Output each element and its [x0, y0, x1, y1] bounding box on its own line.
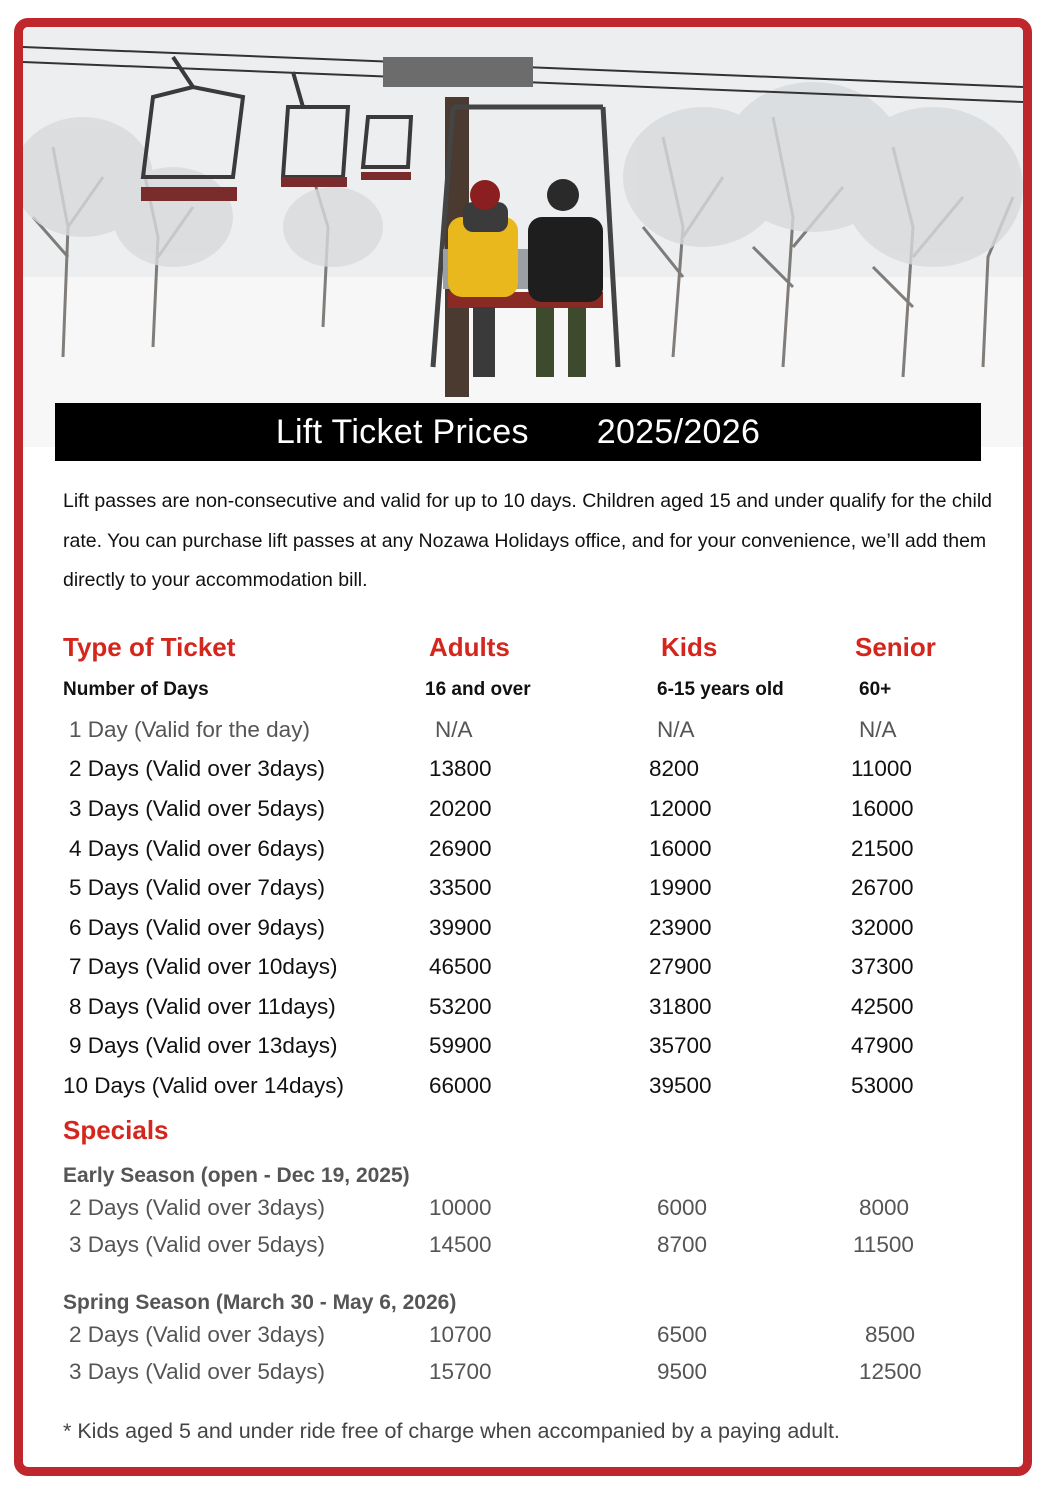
ski-lift-photo — [23, 27, 1023, 447]
special-row — [63, 1322, 1013, 1354]
row-kid-price: 8700 — [657, 1232, 708, 1257]
row-senior-price: 16000 — [851, 796, 914, 821]
row-type: 5 Days (Valid over 7days) — [69, 875, 325, 900]
row-senior-price: 53000 — [851, 1073, 914, 1098]
row-adult-price: 14500 — [429, 1232, 492, 1257]
header-type: Type of Ticket — [63, 632, 236, 662]
row-adult-price: 20200 — [429, 796, 492, 821]
row-senior-price: N/A — [859, 717, 897, 742]
table-row — [63, 836, 1013, 868]
subheader-days: Number of Days — [63, 679, 209, 700]
special-row — [63, 1359, 1013, 1391]
table-row — [63, 796, 1013, 828]
row-adult-price: 46500 — [429, 954, 492, 979]
table-row — [63, 717, 1013, 749]
row-kid-price: 31800 — [649, 994, 712, 1019]
row-type: 2 Days (Valid over 3days) — [69, 1322, 325, 1347]
row-type: 9 Days (Valid over 13days) — [69, 1033, 338, 1058]
row-type: 10 Days (Valid over 14days) — [63, 1073, 344, 1098]
row-senior-price: 47900 — [851, 1033, 914, 1058]
header-adults: Adults — [429, 632, 510, 662]
row-kid-price: 9500 — [657, 1359, 708, 1384]
subheader-adults: 16 and over — [425, 679, 531, 700]
row-kid-price: 16000 — [649, 836, 712, 861]
table-row — [63, 915, 1013, 947]
row-senior-price: 21500 — [851, 836, 914, 861]
row-type: 7 Days (Valid over 10days) — [69, 954, 338, 979]
row-kid-price: 35700 — [649, 1033, 712, 1058]
row-kid-price: 23900 — [649, 915, 712, 940]
row-type: 2 Days (Valid over 3days) — [69, 756, 325, 781]
subheader-senior: 60+ — [859, 679, 892, 700]
row-type: 6 Days (Valid over 9days) — [69, 915, 325, 940]
row-senior-price: 26700 — [851, 875, 914, 900]
row-kid-price: N/A — [657, 717, 695, 742]
row-senior-price: 8500 — [865, 1322, 916, 1347]
row-adult-price: 39900 — [429, 915, 492, 940]
row-adult-price: 66000 — [429, 1073, 492, 1098]
row-senior-price: 32000 — [851, 915, 914, 940]
table-row — [63, 954, 1013, 986]
row-kid-price: 12000 — [649, 796, 712, 821]
row-senior-price: 11500 — [853, 1232, 914, 1257]
row-type: 3 Days (Valid over 5days) — [69, 1359, 325, 1384]
row-kid-price: 39500 — [649, 1073, 712, 1098]
row-senior-price: 42500 — [851, 994, 914, 1019]
page-frame — [14, 18, 1032, 1476]
row-senior-price: 11000 — [851, 756, 912, 781]
special-row — [63, 1232, 1013, 1264]
row-type: 1 Day (Valid for the day) — [69, 717, 310, 742]
specials-title: Specials — [63, 1115, 169, 1145]
row-type: 2 Days (Valid over 3days) — [69, 1195, 325, 1220]
table-row — [63, 875, 1013, 907]
row-kid-price: 8200 — [649, 756, 700, 781]
footnote: * Kids aged 5 and under ride free of charge when accompanied by a paying adult. — [63, 1419, 840, 1443]
subheader-kids: 6-15 years old — [657, 679, 784, 700]
table-row — [63, 1033, 1013, 1065]
spring-season-title: Spring Season (March 30 - May 6, 2026) — [63, 1291, 457, 1314]
row-kid-price: 6000 — [657, 1195, 708, 1220]
special-row — [63, 1195, 1013, 1227]
row-senior-price: 12500 — [859, 1359, 922, 1384]
early-season-title: Early Season (open - Dec 19, 2025) — [63, 1164, 410, 1187]
row-adult-price: 15700 — [429, 1359, 492, 1384]
row-type: 3 Days (Valid over 5days) — [69, 1232, 325, 1257]
table-header — [63, 632, 1013, 664]
row-adult-price: 13800 — [429, 756, 492, 781]
row-kid-price: 6500 — [657, 1322, 708, 1347]
table-row — [63, 756, 1013, 788]
row-senior-price: 37300 — [851, 954, 914, 979]
banner-title: Lift Ticket Prices — [275, 412, 529, 451]
row-adult-price: 10000 — [429, 1195, 492, 1220]
row-adult-price: 33500 — [429, 875, 492, 900]
header-kids: Kids — [661, 632, 718, 662]
row-type: 3 Days (Valid over 5days) — [69, 796, 325, 821]
row-kid-price: 19900 — [649, 875, 712, 900]
row-adult-price: 59900 — [429, 1033, 492, 1058]
row-adult-price: N/A — [435, 717, 473, 742]
row-adult-price: 53200 — [429, 994, 492, 1019]
row-senior-price: 8000 — [859, 1195, 910, 1220]
row-adult-price: 26900 — [429, 836, 492, 861]
table-row — [63, 994, 1013, 1026]
table-row — [63, 1073, 1013, 1105]
row-type: 4 Days (Valid over 6days) — [69, 836, 325, 861]
row-type: 8 Days (Valid over 11days) — [69, 994, 336, 1019]
row-adult-price: 10700 — [429, 1322, 492, 1347]
table-subheader — [63, 679, 1013, 711]
banner-year: 2025/2026 — [596, 412, 761, 451]
header-senior: Senior — [855, 632, 936, 662]
title-banner — [55, 403, 981, 461]
intro-paragraph: Lift passes are non-consecutive and valid for up to 10 days. Children aged 15 and under qualify for the child rate. You can purchase lift passes at any Nozawa Holidays office, and for your convenience, we’ll add them directly to your accommodation bill. — [63, 490, 993, 591]
row-kid-price: 27900 — [649, 954, 712, 979]
